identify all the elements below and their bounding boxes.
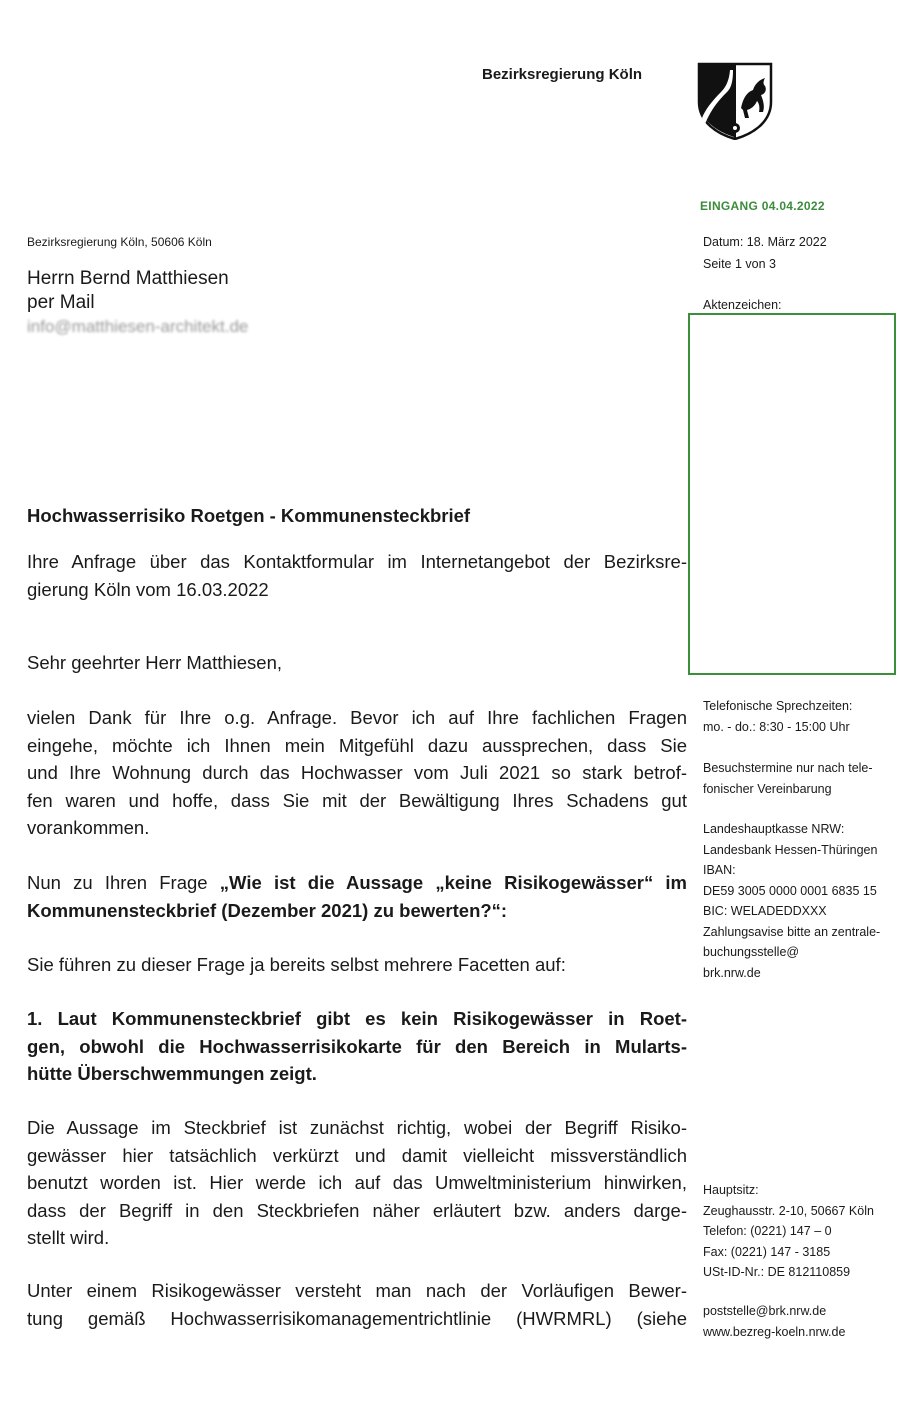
inquiry-reference bbox=[27, 548, 687, 603]
bank-iban: DE59 3005 0000 0001 6835 15 bbox=[703, 883, 877, 898]
text-line: hütte Überschwemmungen zeigt. bbox=[27, 1063, 317, 1084]
text-line: benutzt worden ist. Hier werde ich auf das Umweltministerium hinwirken, bbox=[27, 1172, 687, 1193]
bank-line: IBAN: bbox=[703, 863, 736, 877]
bank-bic: BIC: WELADEDDXXX bbox=[703, 904, 827, 918]
text-segment: Nun zu Ihren Frage bbox=[27, 872, 208, 893]
text-line: vielen Dank für Ihre o.g. Anfrage. Bevor ich auf Ihre fachlichen Fragen bbox=[27, 707, 687, 728]
text-line: eingehe, möchte ich Ihnen mein Mitgefühl dazu aussprechen, dass Sie bbox=[27, 734, 687, 756]
bank-line: buchungsstelle@ bbox=[703, 945, 800, 959]
nrw-coat-of-arms-icon bbox=[697, 62, 773, 140]
contact-email: poststelle@brk.nrw.de bbox=[703, 1304, 827, 1318]
paragraph-3 bbox=[27, 951, 687, 979]
hq-phone: Telefon: (0221) 147 – 0 bbox=[703, 1224, 832, 1238]
bank-line: Landesbank Hessen-Thüringen bbox=[703, 842, 878, 857]
reference-redaction-box bbox=[688, 313, 896, 675]
hq-line: Hauptsitz: bbox=[703, 1183, 759, 1197]
recipient-email-redacted: info@matthiesen-architekt.de bbox=[27, 317, 249, 336]
section-heading-1 bbox=[27, 1005, 687, 1088]
phone-hours bbox=[703, 696, 852, 737]
contact-info bbox=[703, 1301, 845, 1342]
letter-date: Datum: 18. März 2022 bbox=[703, 235, 827, 249]
paragraph-1 bbox=[27, 704, 687, 842]
recipient-name: Herrn Bernd Matthiesen bbox=[27, 268, 229, 289]
text-line: stellt wird. bbox=[27, 1227, 110, 1248]
visit-info-line: fonischer Vereinbarung bbox=[703, 781, 832, 796]
letter-subject: Hochwasserrisiko Roetgen - Kommunensteckbrief bbox=[27, 505, 471, 526]
text-line: Unter einem Risikogewässer versteht man nach der Vorläufigen Bewer- bbox=[27, 1280, 687, 1301]
bank-line: Landeshauptkasse NRW: bbox=[703, 822, 845, 836]
text-line: Sie führen zu dieser Frage ja bereits selbst mehrere Facetten auf: bbox=[27, 954, 566, 975]
authority-name: Bezirksregierung Köln bbox=[482, 66, 643, 83]
text-line: gierung Köln vom 16.03.2022 bbox=[27, 578, 269, 600]
visit-info-line: Besuchstermine nur nach tele- bbox=[703, 761, 873, 775]
paragraph-5 bbox=[27, 1114, 687, 1252]
text-line: dass der Begriff in den Steckbriefen näher erläutert bzw. anders darge- bbox=[27, 1199, 687, 1221]
question-quote-line: Kommunensteckbrief (Dezember 2021) zu bewerten?“: bbox=[27, 899, 508, 921]
bank-details bbox=[703, 819, 880, 983]
headquarters-info bbox=[703, 1180, 874, 1283]
contact-website: www.bezreg-koeln.nrw.de bbox=[703, 1324, 846, 1339]
bank-line: Zahlungsavise bitte an zentrale- bbox=[703, 924, 881, 939]
page-number: Seite 1 von 3 bbox=[703, 257, 776, 271]
received-stamp: EINGANG 04.04.2022 bbox=[700, 199, 825, 213]
hq-address: Zeughausstr. 2-10, 50667 Köln bbox=[703, 1203, 874, 1218]
hq-vat-id: USt-ID-Nr.: DE 812110859 bbox=[703, 1265, 851, 1279]
text-line: vorankommen. bbox=[27, 817, 150, 838]
text-line: gen, obwohl die Hochwasserrisikokarte für den Bereich in Mularts- bbox=[27, 1035, 687, 1057]
phone-hours-times: mo. - do.: 8:30 - 15:00 Uhr bbox=[703, 719, 850, 734]
text-line: 1. Laut Kommunensteckbrief gibt es kein Risikogewässer in Roet- bbox=[27, 1008, 687, 1029]
text-line: Ihre Anfrage über das Kontaktformular im Internetangebot der Bezirksre- bbox=[27, 551, 687, 572]
phone-hours-title: Telefonische Sprechzeiten: bbox=[703, 699, 853, 713]
text-line: Sehr geehrter Herr Matthiesen, bbox=[27, 652, 283, 673]
text-line bbox=[27, 869, 687, 897]
bank-line: brk.nrw.de bbox=[703, 965, 761, 980]
paragraph-6 bbox=[27, 1277, 687, 1332]
text-line: fen waren und hoffe, dass Sie mit der Bewältigung Ihres Schadens gut bbox=[27, 789, 687, 811]
text-line: tung gemäß Hochwasserrisikomanagementrichtlinie (HWRMRL) (siehe bbox=[27, 1307, 687, 1329]
text-line: und Ihre Wohnung durch das Hochwasser vom Juli 2021 so stark betrof- bbox=[27, 762, 687, 783]
text-line: gewässer hier tatsächlich verkürzt und damit vielleicht missverständlich bbox=[27, 1144, 687, 1166]
hq-fax: Fax: (0221) 147 - 3185 bbox=[703, 1244, 831, 1259]
question-quote: „Wie ist die Aussage „keine Risikogewässer“ im bbox=[219, 872, 687, 893]
reference-label: Aktenzeichen: bbox=[703, 298, 782, 312]
text-line: Die Aussage im Steckbrief ist zunächst richtig, wobei der Begriff Risiko- bbox=[27, 1117, 687, 1138]
salutation bbox=[27, 649, 687, 677]
recipient-delivery-method: per Mail bbox=[27, 292, 95, 313]
visit-info bbox=[703, 758, 873, 799]
sender-address-line: Bezirksregierung Köln, 50606 Köln bbox=[27, 235, 212, 249]
paragraph-2 bbox=[27, 869, 687, 924]
